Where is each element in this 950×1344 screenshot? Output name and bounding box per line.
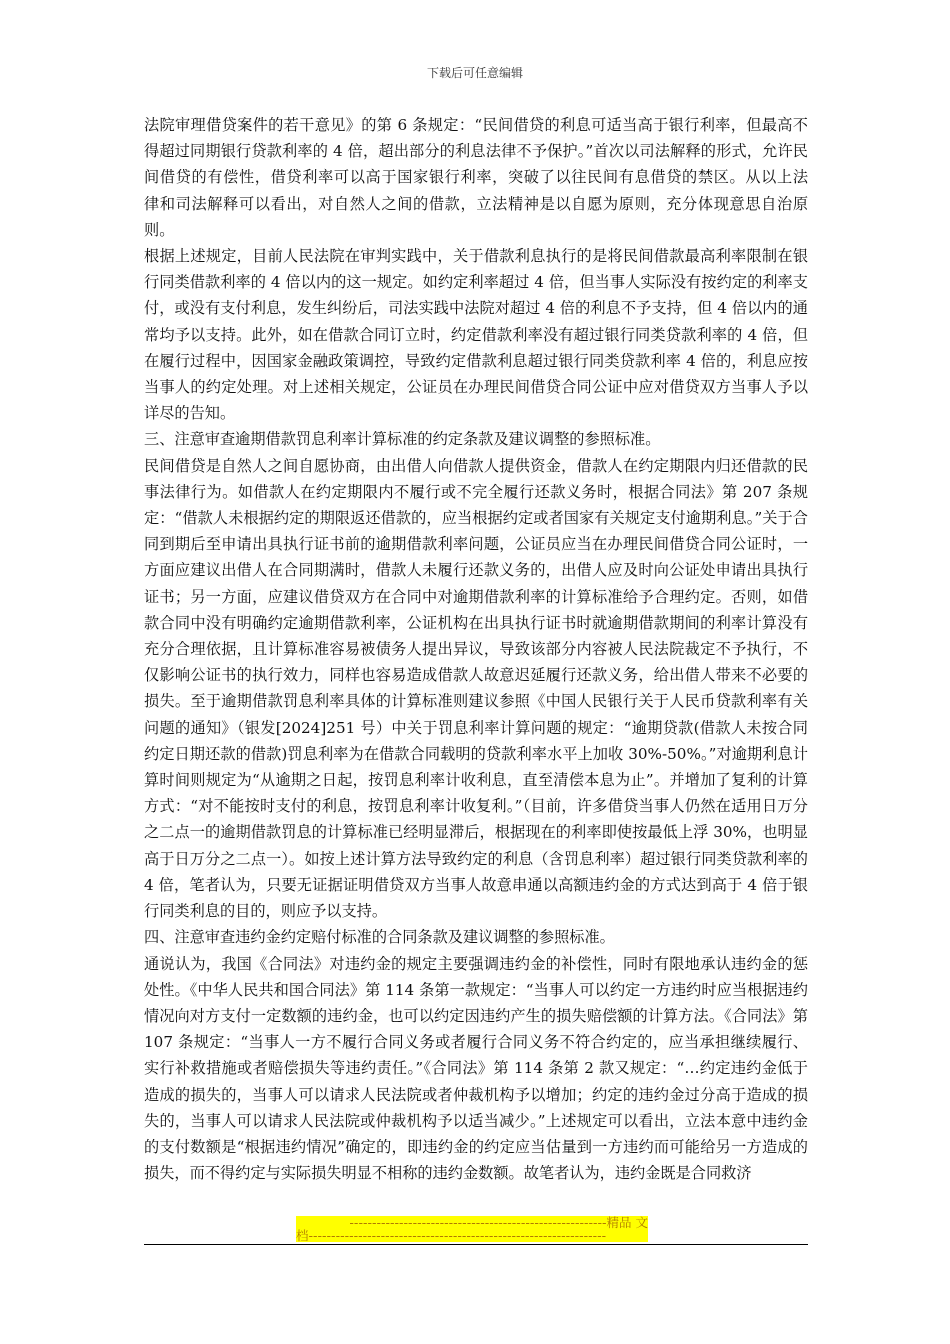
paragraph: 法院审理借贷案件的若干意见》的第 6 条规定：“民间借贷的利息可适当高于银行利率，但最高不得超过同期银行贷款利率的 4 倍，超出部分的利息法律不予保护。”首次以司法解释的形式，允许民间借贷的有偿性，借贷利率可以高于国家银行利率，突破了以往民间有息借贷的禁区。从以上法 律和司法解释可以看出，对自然人之间的借款，立法精神是以自愿为原则，充分体现意思自治原则。 [144,116,824,239]
paragraph: 根据上述规定，目前人民法院在审判实践中，关于借款利息执行的是将民间借款最高利率限制在银行同类借款利率的 4 倍以内的这一规定。如约定利率超过 4 倍，但当事人实际没有按约定的利率支付，或没有支付利息，发生纠纷后，司法实践中法院对超过 4 倍的利息不予支持，但 4 倍以内的通常均予以支持。此外，如在借款合同订立时，约定借款利率没有超过银行同类贷款利率的 4 倍，但在履行过程中，因国家金融政策调控，导致约定借款利息超过银行同类贷款利率 4 倍的，利息应按当事人的约定处理。对上述相关规定，公证员在办理民间借贷合同公证中应对借贷双方当事人予以详尽的告知。 [144,247,808,423]
section-heading: 三、注意审查逾期借款罚息利率计算标准的约定条款及建议调整的参照标准。 [144,430,661,449]
footer-rule [144,1244,808,1245]
paragraph: 民间借贷是自然人之间自愿协商，由出借人向借款人提供资金，借款人在约定期限内归还借款的民事法律行为。如借款人在约定期限内不履行或不完全履行还款义务时，根据合同法》第 207 条规定：“借款人未根据约定的期限返还借款的，应当根据约定或者国家有关规定支付逾期利息。”关于合同到期后至申请出具执行证书前的逾期借款利率问题，公证员应当在办理民间借贷合同公证时，一方面应建议出借人在合同期满时，借款人未履行还款义务的，出借人应及时向公证处申请出具执行证书；另一方面，应建议借贷双方在合同中对逾期借款利率的计算标准给予合理约定。否则，如借款合同中没有明确约定逾期借款利率，公证机构在出具执行证书时就逾期借款期间的利率计算没有充分合理依据，且计算标准容易被债务人提出异议，导致该部分内容被人民法院裁定不予执行，不仅影响公证书的执行效力，同样也容易造成借款人故意迟延履行还款义务，给出借人带来不必要的损失。至于逾期借款罚息利率具体的计算标准则建议参照《中国人民银行关于人民币贷款利率有关问题的通知》（银发[2024]251 号）中关于罚息利率计算问题的规定：“逾期贷款(借款人未按合同约定日期还款的借款)罚息利率为在借款合同载明的贷款利率水平上加收 30%-50%。”对逾期利息计算时间则规定为“从逾期之日起，按罚息利率计收利息，直至清偿本息为止”。并增加了复利的计算方式：“对不能按时支付的利息，按罚息利率计收复利。”（目前，许多借贷当事人仍然在适用日万分之二点一的逾期借款罚息的计算标准已经明显滞后，根据现在的利率即使按最低上浮 30%，也明显高于日万分之二点一）。如按上述计算方法导致约定的利息（含罚息利率）超过银行同类贷款利率的 4 倍，笔者认为，只要无证据证明借贷双方当事人故意串通以高额违约金的方式达到高于 4 倍于银行同类利息的目的，则应予以支持。 [144,456,808,921]
section-heading: 四、注意审查违约金约定赔付标准的合同条款及建议调整的参照标准。 [144,928,615,947]
footer-watermark [296,1216,648,1242]
footer-line: ---------------------------------------------------------精品 文 [349,1216,648,1229]
document-body [144,112,824,1186]
paragraph: 通说认为，我国《合同法》对违约金的规定主要强调违约金的补偿性，同时有限地承认违约金的惩处性。《中华人民共和国合同法》第 114 条第一款规定：“当事人可以约定一方违约时应当根据违约情况向对方支付一定数额的违约金，也可以约定因违约产生的损失赔偿额的计算方法。《合同法》第 107 条规定：“当事人一方不履行合同义务或者履行合同义务不符合约定的，应当承担继续履行、实行补救措施或者赔偿损失等违约责任。”《合同法》第 114 条第 2 款又规定：“…约定违约金低于造成的损失的，当事人可以请求人民法院或者仲裁机构予以增加；约定的违约金过分高于造成的损失的，当事人可以请求人民法院或仲裁机构予以适当减少。”上述规定可以看出，立法本意中违约金的支付数额是“根据违约情况”确定的，即违约金的约定应当估量到一方违约而可能给另一方造成的损失，而不得约定与实际损失明显不相称的违约金数额。故笔者认为，违约金既是合同救济 [144,954,808,1183]
footer-line: 档------------------------------------------------------------------ [296,1229,607,1242]
page-header: 下载后可任意编辑 [426,66,523,80]
